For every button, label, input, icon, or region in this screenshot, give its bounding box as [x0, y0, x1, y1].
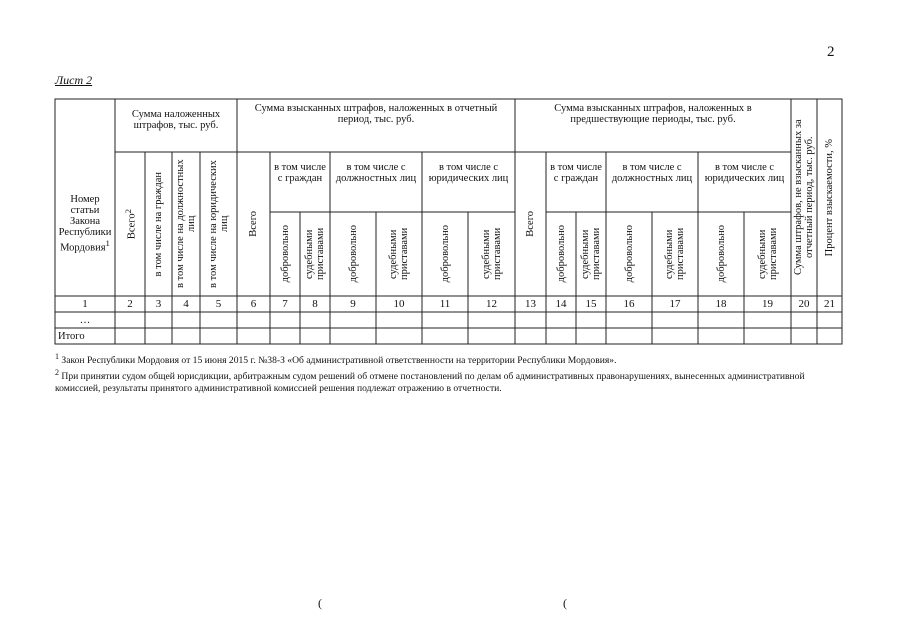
colnum-16: 16	[623, 298, 635, 310]
colnum-5: 5	[215, 298, 222, 310]
header-c8: судебными приставами	[304, 227, 326, 281]
header-imposed-total: Всего$^2$	[122, 208, 138, 240]
colnum-8: 8	[312, 298, 318, 310]
header-c12: судебными приставами	[480, 227, 503, 281]
header-c19: судебными приставами	[756, 227, 779, 281]
colnum-18: 18	[715, 298, 727, 310]
table-row-ellipsis: …	[79, 314, 91, 326]
colnum-9: 9	[350, 298, 356, 310]
footnote-1: $^1$ Закон Республики Мордовия от 15 июня 2015 г. №38-З «Об административной ответственности на территории Республики Мордовия».	[55, 352, 617, 367]
colnum-7: 7	[282, 298, 288, 310]
header-imposed-citizens: в том числе на граждан	[153, 171, 164, 277]
header-c15: судебными приставами	[580, 227, 602, 281]
header-c9: добровольно	[347, 225, 359, 283]
header-prev-officials: в том числе с должностных лиц	[611, 162, 693, 184]
header-prev-legal: в том числе с юридических лиц	[704, 162, 785, 184]
colnum-2: 2	[127, 298, 133, 310]
colnum-17: 17	[669, 298, 681, 310]
header-prev-citizens: в том числе с граждан	[550, 162, 602, 184]
header-current-total: Всего	[248, 211, 259, 237]
header-c16: добровольно	[623, 225, 635, 283]
colnum-20: 20	[798, 298, 810, 310]
header-current-officials: в том числе с должностных лиц	[335, 162, 417, 184]
sheet-label: Лист 2	[55, 73, 93, 87]
bottom-mark-left: (	[318, 596, 322, 610]
table-row-total: Итого	[58, 330, 85, 342]
colnum-11: 11	[439, 298, 451, 310]
header-imposed-group: Сумма наложенных штрафов, тыс. руб.	[131, 109, 221, 131]
footnotes	[55, 351, 845, 395]
header-prev-total: Всего	[525, 211, 536, 237]
header-c14: добровольно	[555, 225, 567, 283]
colnum-13: 13	[525, 298, 536, 310]
colnum-10: 10	[393, 298, 405, 310]
header-imposed-legal: в том числе на юридических лиц	[207, 160, 230, 288]
page-number: 2	[827, 44, 835, 60]
colnum-15: 15	[585, 298, 597, 310]
colnum-21: 21	[824, 298, 835, 310]
colnum-3: 3	[155, 298, 162, 310]
colnum-12: 12	[486, 298, 497, 310]
header-c18: добровольно	[715, 225, 727, 283]
colnum-19: 19	[762, 298, 773, 310]
header-collected-prev-group: Сумма взысканных штрафов, наложенных в предшествующие периоды, тыс. руб.	[554, 103, 752, 125]
header-c7: добровольно	[279, 225, 291, 283]
header-c10: судебными приставами	[388, 227, 410, 281]
colnum-1: 1	[82, 298, 88, 310]
header-collected-current-group: Сумма взысканных штрафов, наложенных в отчетный период, тыс. руб.	[254, 103, 498, 125]
bottom-mark-right: (	[563, 596, 567, 610]
colnum-4: 4	[183, 298, 189, 310]
header-not-collected: Сумма штрафов, не взысканных за отчетный период, тыс. руб.	[793, 119, 815, 276]
header-current-legal: в том числе с юридических лиц	[428, 162, 509, 184]
header-c17: судебными приставами	[664, 227, 686, 281]
header-article: Номер статьи Закона Республики Мордовия$^1$	[58, 193, 112, 254]
colnum-14: 14	[555, 298, 567, 310]
colnum-6: 6	[250, 298, 257, 310]
header-c11: добровольно	[439, 225, 451, 283]
header-imposed-officials: в том числе на должностных лиц	[175, 159, 197, 289]
header-percent: Процент взыскаемости, %	[824, 138, 835, 257]
footnote-2: $^2$ При принятии судом общей юрисдикции, арбитражным судом решений об отмене постановлений по делам об административных правонарушениях, вынесенных административной комиссией, результаты принятого административной комиссией решения подлежат отражению в отчетности.	[55, 368, 805, 395]
header-current-citizens: в том числе с граждан	[274, 162, 326, 184]
